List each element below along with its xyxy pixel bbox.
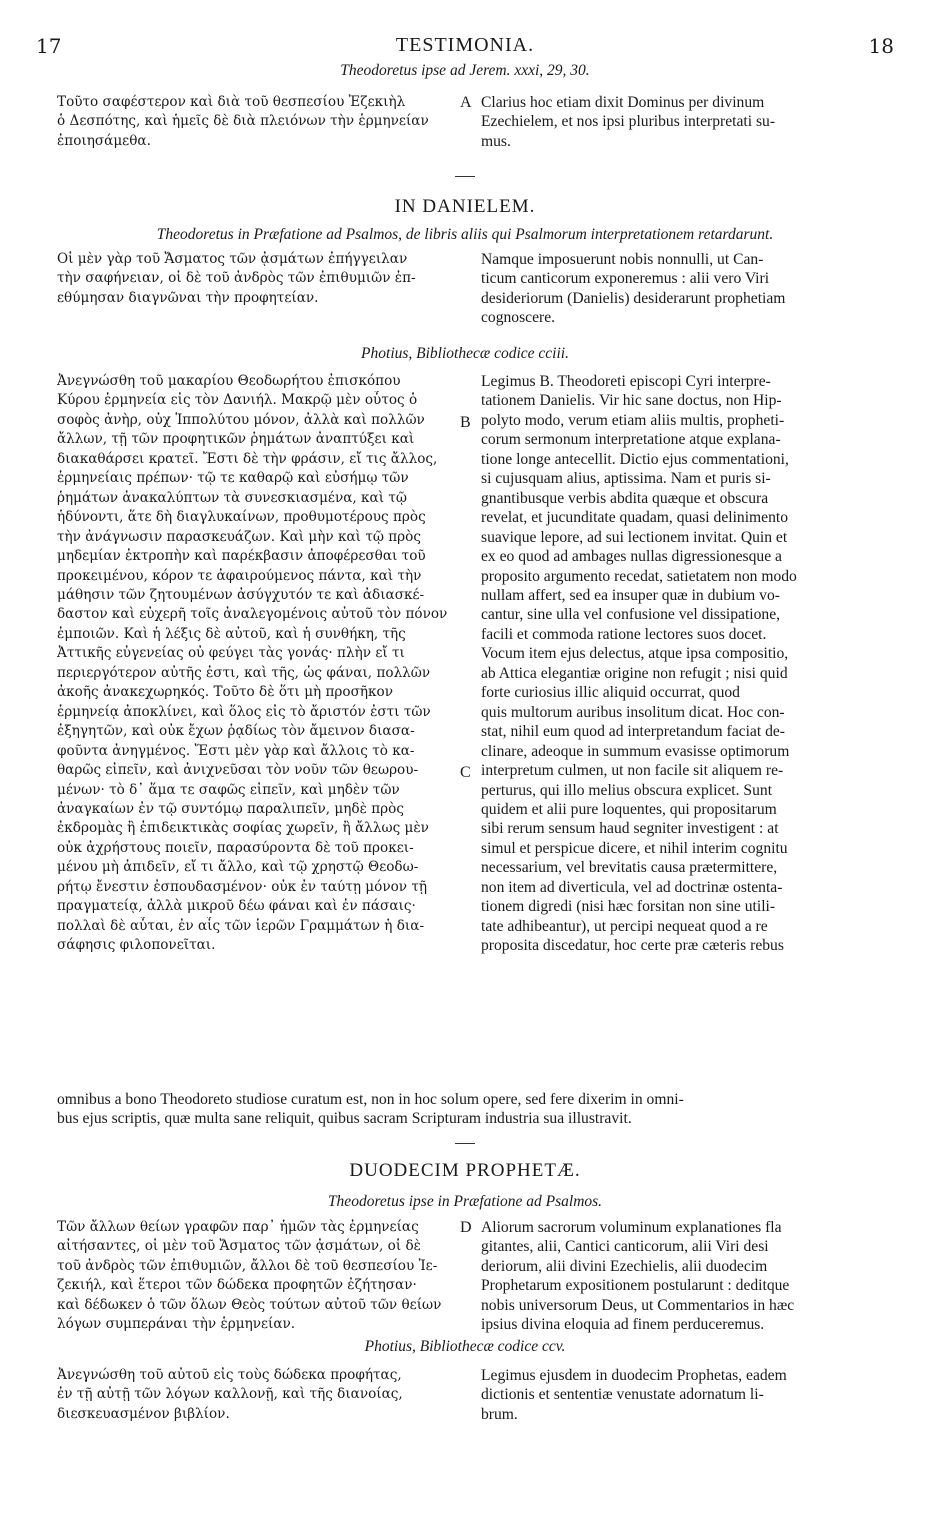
greek-line: δαστον καὶ εὐχερῆ τοῖς ἀναλεγομένοις αὐτοῦ τὸν πόνον: [57, 606, 448, 623]
latin-line: corum sermonum interpretatione atque explana-: [481, 431, 781, 449]
latin-line: ex eo quod ad ambages nullas digressionesque a: [481, 548, 782, 566]
latin-line: ipsius divina eloquia ad finem perduceremus.: [481, 1316, 765, 1334]
greek-line: λόγων συμπεράναι τὴν ἑρμηνείαν.: [57, 1316, 296, 1333]
greek-line: αἰτήσαντες, οἱ μὲν τοῦ Ἄσματος τῶν ᾀσμάτων, οἱ δὲ: [57, 1238, 421, 1255]
latin-line: Legimus ejusdem in duodecim Prophetas, eadem: [481, 1367, 787, 1384]
full-width-text: [57, 1090, 894, 1129]
greek-line: Τοῦτο σαφέστερον καὶ διὰ τοῦ θεσπεσίου Ἐζεκιὴλ: [57, 94, 406, 110]
greek-line: ἐν τῇ αὐτῇ τῶν λόγων καλλονῇ, καὶ τῆς διανοίας,: [57, 1386, 403, 1403]
latin-line: gitantes, alii, Cantici canticorum, alii Viri desi: [481, 1238, 769, 1256]
greek-line: Ἀνεγνώσθη τοῦ αὐτοῦ εἰς τοὺς δώδεκα προφήτας,: [57, 1367, 402, 1383]
latin-line: perturus, qui illo melius obscura explicet. Sunt: [481, 781, 773, 799]
margin-marker: A: [460, 94, 472, 111]
section-rule: [455, 1143, 475, 1144]
latin-line: Namque imposuerunt nobis nonnulli, ut Can-: [481, 251, 764, 268]
latin-line: necessarium, vel brevitatis causa prætermittere,: [481, 859, 778, 877]
greek-line: Ἀνεγνώσθη τοῦ μακαρίου Θεοδωρήτου ἐπισκόπου: [57, 373, 401, 389]
greek-line: ἐποιησάμεθα.: [57, 132, 151, 149]
section-rule: [455, 176, 475, 177]
greek-line: ὁ Δεσπότης, καὶ ἡμεῖς δὲ διὰ πλειόνων τὴν ἑρμηνείαν: [57, 113, 429, 130]
latin-line: Prophetarum expositionem postularunt : deditque: [481, 1277, 790, 1295]
latin-line: deriorum, alii divini Ezechielis, alii duodecim: [481, 1257, 768, 1275]
greek-line: πραγματείᾳ, ἀλλὰ μικροῦ δέω φάναι καὶ ἐν πάσαις·: [57, 898, 416, 915]
latin-line: proposito argumento recedat, satietatem non modo: [481, 567, 797, 585]
full-line: omnibus a bono Theodoreto studiose curatum est, non in hoc solum opere, sed fere dixerim in omni-: [57, 1091, 684, 1108]
page-header: [36, 34, 894, 60]
greek-line: τοῦ ἀνδρὸς τῶν ἐπιθυμιῶν, ἄλλοι δὲ τοῦ θεσπεσίου Ἰε-: [57, 1257, 438, 1274]
latin-line: simul et perspicue dicere, et nihil interim cognitu: [481, 839, 788, 857]
latin-line: suavique lepore, ad sui lectionem invitat. Quin et: [481, 528, 788, 546]
greek-line: ἐκδρομὰς ἢ ἐπιδεικτικὰς σοφίας χωρεῖν, ἢ ἄλλως μὲν: [57, 820, 429, 837]
latin-line: tionem digredi (nisi hæc forsitan non sine utili-: [481, 898, 776, 916]
latin-line: nullam affert, sed ea insuper quæ in dubium vo-: [481, 586, 780, 604]
running-title: TESTIMONIA.: [395, 34, 535, 56]
greek-line: εθύμησαν διαγνῶναι τὴν προφητείαν.: [57, 289, 319, 306]
latin-line: cognoscere.: [481, 309, 556, 327]
greek-line: περιεργότερον αὐτῆς ἐστι, καὶ τῆς, ὡς φάναι, πολλῶν: [57, 664, 431, 681]
latin-line: non item ad diverticula, vel ad doctrinæ ostenta-: [481, 878, 783, 896]
latin-line: Aliorum sacrorum voluminum explanationes fla: [481, 1219, 782, 1236]
margin-marker: C: [460, 764, 471, 781]
latin-line: Clarius hoc etiam dixit Dominus per divinum: [481, 94, 765, 111]
latin-column: [481, 1218, 894, 1335]
greek-line: ἑρμηνείᾳ ἀποκλίνει, καὶ ὅλος εἰς τὸ ἄριστόν ἐστι τῶν: [57, 703, 431, 720]
latin-line: Ezechielem, et nos ipsi pluribus interpretati su-: [481, 113, 776, 131]
latin-column: [481, 93, 894, 151]
latin-line: cantur, sine ulla vel confusione vel dissipatione,: [481, 606, 781, 624]
greek-column: [57, 1218, 457, 1335]
latin-line: si cujusquam alius, aptissima. Nam et puris si-: [481, 470, 771, 488]
greek-line: Ἀττικῆς εὐγενείας οὐ φεύγει τὰς γονάς· πλὴν εἴ τι: [57, 645, 405, 662]
latin-line: Legimus B. Theodoreti episcopi Cyri interpre-: [481, 373, 771, 390]
greek-line: θαρῶς εἰπεῖν, καὶ ἀνιχνεῦσαι τὸν νοῦν τῶν θεωρου-: [57, 762, 419, 779]
latin-line: interpretum culmen, ut non facile sit aliquem re-: [481, 762, 784, 780]
source-heading: Theodoretus ipse in Præfatione ad Psalmos.: [327, 1193, 603, 1210]
greek-line: Κύρου ἑρμηνεία εἰς τὸν Δανιήλ. Μακρῷ μὲν οὗτος ὁ: [57, 392, 418, 409]
latin-column: [481, 1366, 894, 1424]
latin-line: facili et commoda ratione lectores suos docet.: [481, 625, 767, 643]
latin-line: polyto modo, verum etiam aliis multis, propheti-: [481, 411, 785, 429]
latin-line: ticum canticorum exponeremus : alii vero Viri: [481, 270, 770, 288]
greek-line: μηδεμίαν ἐκτροπὴν καὶ παρέκβασιν ἀποφέρεσθαι τοῦ: [57, 548, 426, 565]
latin-line: forte curiosius illic aliquid occurrat, quod: [481, 684, 740, 702]
latin-line: proposita discedatur, hoc certe præ cæteris rebus: [481, 937, 784, 955]
greek-line: ἀναγκαίων ἐν τῷ συντόμῳ παραλιπεῖν, μηδὲ πρὸς: [57, 800, 404, 817]
latin-line: quis multorum auribus insolitum dicat. Hoc con-: [481, 703, 785, 721]
greek-line: τὴν ἀνάγνωσιν παρασκευάζων. Καὶ μὴν καὶ τῷ πρὸς: [57, 528, 421, 545]
latin-line: desideriorum (Danielis) desiderarunt prophetiam: [481, 289, 786, 307]
source-heading: Theodoretus in Præfatione ad Psalmos, de libris aliis qui Psalmorum interpretationem retardarunt.: [156, 226, 774, 243]
greek-line: Οἱ μὲν γὰρ τοῦ Ἄσματος τῶν ᾀσμάτων ἐπήγγειλαν: [57, 251, 408, 267]
greek-column: [57, 372, 457, 956]
latin-line: ab Attica elegantiæ origine non refugit ; nisi quid: [481, 664, 788, 682]
greek-line: πολλαὶ δὲ αὗται, ἐν αἷς τῶν ἱερῶν Γραμμάτων ἡ δια-: [57, 917, 425, 934]
latin-line: clinare, adeoque in summum evasisse optimorum: [481, 742, 790, 760]
latin-line: nobis universorum Deus, ut Commentarios in hæc: [481, 1296, 795, 1314]
latin-line: tationem Danielis. Vir hic sane doctus, non Hip-: [481, 392, 782, 410]
greek-column: [57, 1366, 457, 1424]
greek-column: [57, 93, 457, 151]
greek-line: μάθησιν τῶν ζητουμένων ἀσύγχυτόν τε καὶ ἀδιασκέ-: [57, 586, 425, 603]
margin-marker: B: [460, 414, 471, 431]
latin-line: revelat, et jucunditate quadam, quasi delinimento: [481, 509, 789, 527]
latin-line: mus.: [481, 132, 511, 150]
greek-line: οὐκ ἀχρήστους ποιεῖν, παρασύροντα δὲ τοῦ προκει-: [57, 839, 414, 856]
greek-line: ῥημάτων ἀνακαλύπτων τὰ συνεσκιασμένα, καὶ τῷ: [57, 489, 407, 506]
full-line: bus ejus scriptis, quæ multa sane reliquit, quibus sacram Scripturam industria sua illustravit.: [57, 1110, 632, 1128]
page-number-left: 17: [36, 34, 62, 58]
margin-marker: D: [460, 1219, 472, 1236]
greek-line: ἡδύνοντι, ἅτε δὴ διαγλυκαίνων, προθυμοτέρους πρὸς: [57, 509, 426, 526]
greek-line: ἐμποιῶν. Καὶ ἡ λέξις δὲ αὐτοῦ, καὶ ἡ συνθήκη, τῆς: [57, 625, 406, 642]
source-heading: Photius, Bibliothecæ codice ccv.: [364, 1338, 566, 1355]
latin-line: tate adhibeantur), ut percipi nequeat quod a re: [481, 917, 768, 935]
section-title: IN DANIELEM.: [394, 196, 536, 217]
greek-line: σοφὸς ἀνὴρ, οὐχ Ἱππολύτου μόνον, ἀλλὰ καὶ πολλῶν: [57, 411, 425, 428]
greek-line: φοῦντα ἀνηγμένος. Ἔστι μὲν γὰρ καὶ ἄλλοις τὸ κα-: [57, 742, 415, 759]
latin-column: [481, 250, 894, 328]
latin-line: sibi rerum sensum haud segniter investigent : at: [481, 820, 779, 838]
source-heading: Theodoretus ipse ad Jerem. xxxi, 29, 30.: [340, 62, 590, 79]
greek-line: μένων· τὸ δ᾽ ἅμα τε σαφῶς εἰπεῖν, καὶ μηδὲν τῶν: [57, 781, 400, 798]
latin-line: gnantibusque verbis abdita quæque et obscura: [481, 489, 769, 507]
greek-line: ἄλλων, τῇ τῶν προφητικῶν ῥημάτων ἀναπτύξει καὶ: [57, 431, 415, 448]
latin-line: Vocum item ejus delectus, atque ipsa compositio,: [481, 645, 789, 663]
greek-line: ἑρμηνείαις πρέπων· τῷ τε καθαρῷ καὶ εὐσήμῳ τῶν: [57, 470, 409, 487]
greek-line: προκειμένου, κόρον τε ἀφαιρούμενος πάντα, καὶ τὴν: [57, 567, 422, 584]
latin-line: dictionis et sententiæ venustate adornatum li-: [481, 1386, 764, 1404]
source-heading: Photius, Bibliothecæ codice cciii.: [361, 345, 569, 362]
greek-column: [57, 250, 457, 308]
greek-line: ζεκιήλ, καὶ ἕτεροι τῶν δώδεκα προφητῶν ἐζήτησαν·: [57, 1277, 417, 1294]
greek-line: Τῶν ἄλλων θείων γραφῶν παρ᾽ ἡμῶν τὰς ἑρμηνείας: [57, 1219, 419, 1235]
greek-line: ἐξηγητῶν, καὶ οὐκ ἔχων ῥᾳδίως τὸν ἄμεινον διασα-: [57, 723, 415, 740]
greek-line: ἀκοῆς ἀνακεχωρηκός. Τοῦτο δὲ ὅτι μὴ προσῆκον: [57, 684, 393, 701]
latin-line: tione longe antecellit. Dictio ejus commentationi,: [481, 450, 789, 468]
latin-column: [481, 372, 894, 956]
greek-line: ρήτῳ ἔνεστιν ἐσπουδασμένον· οὐκ ἐν ταύτῃ μόνον τῇ: [57, 878, 428, 895]
greek-line: μένου μὴ ἀπιδεῖν, εἴ τι ἄλλο, καὶ τῷ χρηστῷ Θεοδω-: [57, 859, 419, 876]
greek-line: διεσκευασμένον βιβλίον.: [57, 1405, 230, 1422]
page-number-right: 18: [868, 34, 894, 58]
latin-line: brum.: [481, 1405, 518, 1423]
latin-line: stat, nihil eum quod ad interpretandum faciat de-: [481, 723, 785, 741]
section-title: DUODECIM PROPHETÆ.: [349, 1160, 581, 1181]
greek-line: τὴν σαφήνειαν, οἱ δὲ τοῦ ἀνδρὸς τῶν ἐπιθυμιῶν ἐπ-: [57, 270, 416, 287]
latin-line: quidem et alii pure loquentes, qui propositarum: [481, 800, 777, 818]
greek-line: καὶ δέδωκεν ὁ τῶν ὅλων Θεὸς τούτων αὐτοῦ τῶν θείων: [57, 1296, 442, 1313]
greek-line: διακαθάρσει κρατεῖ. Ἔστι δὲ τὴν φράσιν, εἴ τις ἄλλος,: [57, 450, 438, 467]
greek-line: σάφησις φιλοπονεῖται.: [57, 937, 216, 954]
